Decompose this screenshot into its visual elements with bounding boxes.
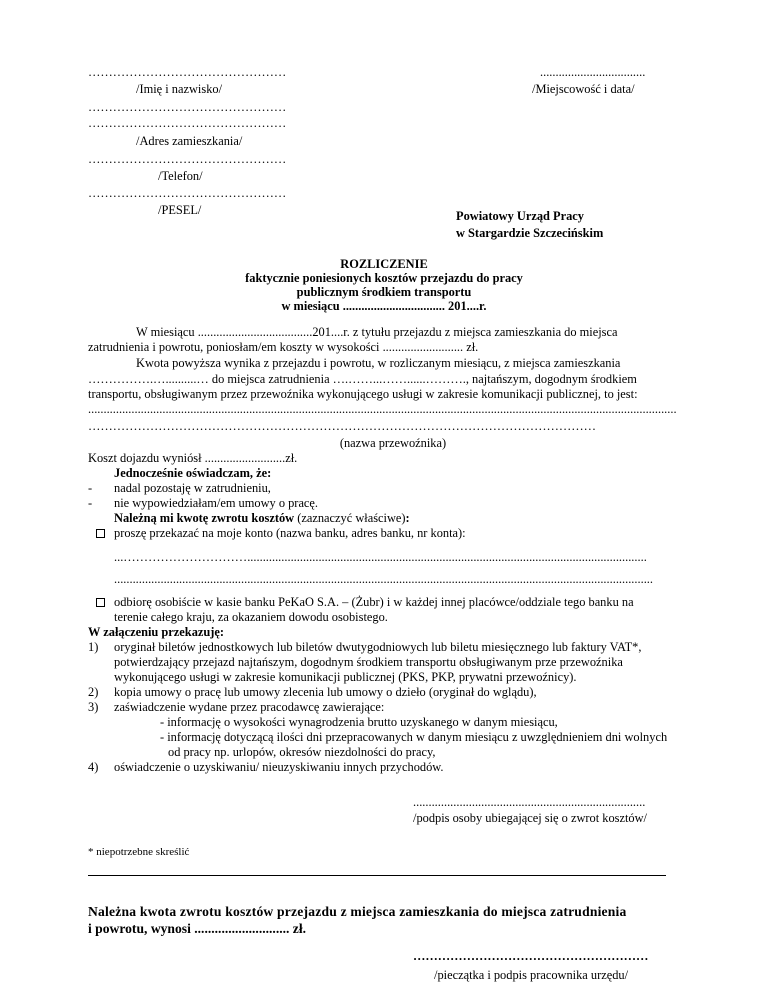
separator-line [88,875,666,876]
officer-signature-dots: ………………………………………………… [413,949,649,963]
place-date-dots: .................................. [540,65,646,79]
refund-amount-line-1: Należna kwota zwrotu kosztów przejazdu z miejsca zamieszkania do miejsca zatrudnienia [88,904,627,919]
declaration-item-2: nie wypowiedziałam/em umowy o pracę. [114,496,319,510]
carrier-label: (nazwa przewoźnika) [339,436,447,450]
attachment-1-line-3: wykonującego usługi w zakresie komunikacji publicznej (PKS, PKP, prywatni przewoźnicy). [114,670,577,684]
paragraph-2-line-3: transportu, obsługiwanym przez przewoźnika wykonującego usługi w zakresie komunikacji publicznej, to jest: [88,387,638,401]
bank-transfer-option: proszę przekazać na moje konto (nazwa banku, adres banku, nr konta): [114,526,466,540]
place-date-label: /Miejscowość i data/ [532,82,635,96]
paragraph-1-line-2: zatrudnienia i powrotu, poniosłam/em koszty w wysokości .......................... zł. [88,340,479,354]
phone-label: /Telefon/ [158,169,203,183]
recipient-line-1: Powiatowy Urząd Pracy [456,209,585,223]
recipient-line-2: w Stargardzie Szczecińskim [456,226,604,240]
cash-pickup-checkbox[interactable] [96,598,105,607]
bullet-dash-1: - [88,481,93,495]
attachment-number-1: 1) [88,640,99,654]
phone-dots: ………………………………………… [88,152,287,166]
attachment-3-sub-3: od pracy np. urlopów, okresów niezdolności do pracy, [168,745,436,759]
refund-heading: Należną mi kwotę zwrotu kosztów (zaznaczyć właściwe): [114,511,410,525]
paragraph-1-line-1: W miesiącu .....................................201....r. z tytułu przejazdu z miejsca zamieszkania do miejsca [136,325,618,339]
name-label: /Imię i nazwisko/ [136,82,223,96]
cost-line: Koszt dojazdu wyniósł ..........................zł. [88,451,298,465]
applicant-signature-label: /podpis osoby ubiegającej się o zwrot kosztów/ [413,811,648,825]
attachment-3: zaświadczenie wydane przez pracodawcę zawierające: [114,700,385,714]
attachment-number-4: 4) [88,760,99,774]
declaration-heading: Jednocześnie oświadczam, że: [114,466,272,480]
bullet-dash-2: - [88,496,93,510]
doc-subtitle-1: faktycznie poniesionych kosztów przejazdu do pracy [245,271,523,285]
attachment-number-3: 3) [88,700,99,714]
applicant-signature-dots: ........................................................................... [413,795,646,809]
refund-amount-line-2: i powrotu, wynosi ............................ zł. [88,921,307,936]
paragraph-2-line-2: …………….…..........… do miejsca zatrudnienia ….……...……......………., najtańszym, dogodnym środkiem [88,372,637,386]
bank-details-dots-2: .............................................................................................................................................................................. [114,572,653,586]
doc-subtitle-2: publicznym środkiem transportu [296,285,472,299]
declaration-item-1: nadal pozostaję w zatrudnieniu, [114,481,271,495]
attachment-1-line-2: potwierdzający przejazd najtańszym, dogodnym środkiem transportu obsługiwanym prze przewoźnika [114,655,623,669]
cash-pickup-option-line-2: terenie całego kraju, za okazaniem dowodu osobistego. [114,610,388,624]
carrier-dots-1: .............................................................................................................................................................................................. [88,402,677,416]
attachment-3-sub-2: - informację dotyczącą ilości dni przepracowanych w danym miesiącu z uwzględnieniem dni wolnych [160,730,668,744]
attachments-heading: W załączeniu przekazuję: [88,625,225,639]
attachment-number-2: 2) [88,685,99,699]
pesel-label: /PESEL/ [158,203,202,217]
doc-subtitle-3: w miesiącu ................................. 201....r. [281,299,487,313]
pesel-dots: ………………………………………… [88,186,287,200]
carrier-dots-2: …………………………………………………………………………………………………………… [88,419,597,433]
bank-transfer-checkbox[interactable] [96,529,105,538]
footnote: * niepotrzebne skreślić [88,846,190,858]
paragraph-2-line-1: Kwota powyższa wynika z przejazdu i powrotu, w rozliczanym miesiącu, z miejsca zamieszkania [136,356,621,370]
address-dots-1: ………………………………………… [88,100,287,114]
attachment-4: oświadczenie o uzyskiwaniu/ nieuzyskiwaniu innych przychodów. [114,760,444,774]
attachment-2: kopia umowy o pracę lub umowy zlecenia lub umowy o dzieło (oryginał do wglądu), [114,685,537,699]
attachment-3-sub-1: - informację o wysokości wynagrodzenia brutto uzyskanego w danym miesiącu, [160,715,558,729]
name-dots: ………………………………………… [88,65,287,79]
attachment-1-line-1: oryginał biletów jednostkowych lub biletów dwutygodniowych lub biletu miesięcznego lub faktury VAT*, [114,640,642,654]
address-label: /Adres zamieszkania/ [136,134,243,148]
officer-signature-label: /pieczątka i podpis pracownika urzędu/ [434,968,629,982]
bank-details-dots-1: ...…………………………................................................................................................................................. [114,550,647,564]
address-dots-2: ………………………………………… [88,116,287,130]
doc-title: ROZLICZENIE [340,257,428,271]
cash-pickup-option-line-1: odbiorę osobiście w kasie banku PeKaO S.A. – (Żubr) i w każdej innej placówce/oddziale tego banku na [114,595,634,609]
